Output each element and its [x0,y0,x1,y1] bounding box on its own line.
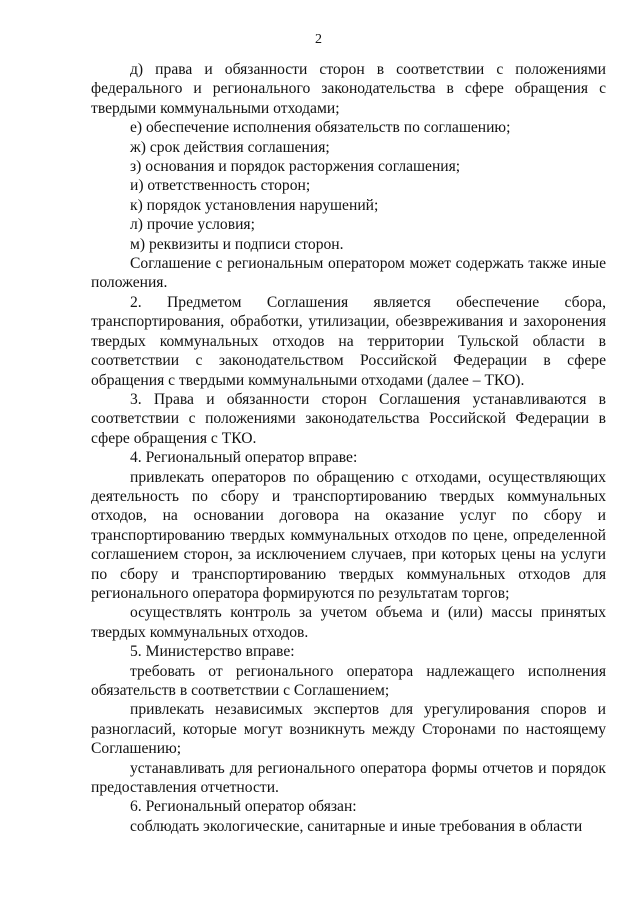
paragraph-ministry-right-3: устанавливать для регионального оператора формы отчетов и порядок предоставления отчетности. [91,759,606,797]
paragraph-other-provisions: Соглашение с региональным оператором может содержать также иные положения. [91,255,606,292]
paragraph-ministry-right-1: требовать от регионального оператора надлежащего исполнения обязательств в соответствии с Соглашением; [91,662,606,699]
paragraph-operator-right-2: осуществлять контроль за учетом объема и (или) массы принятых твердых коммунальных отходов. [91,604,606,641]
page-number: 2 [315,32,322,47]
paragraph-section-4-heading: 4. Региональный оператор вправе: [130,449,358,467]
paragraph-section-2: 2. Предметом Соглашения является обеспечение сбора, транспортирования, обработки, утилизации, обезвреживания и захоронения твердых коммунальных отходов на территории Тульской области в соответствии с законодательством Российской Федерации в сфере обращения с твердыми коммунальными отходами (далее – ТКО). [91,293,606,389]
paragraph-operator-right-1: привлекать операторов по обращению с отходами, осуществляющих деятельность по сбору и транспортированию твердых коммунальных отходов, на основании договора на оказание услуг по сбору и транспортированию твердых коммунальных отходов по цене, определенной соглашением сторон, за исключением случаев, при которых цены на услуги по сбору и транспортированию твердых коммунальных отходов для регионального оператора формируются по результатам торгов; [91,468,606,602]
paragraph-liability: и) ответственность сторон; [130,177,311,195]
paragraph-termination: з) основания и порядок расторжения соглашения; [130,158,461,176]
paragraph-other-terms: л) прочие условия; [130,216,255,234]
paragraph-rights-obligations: д) права и обязанности сторон в соответствии с положениями федерального и регионального законодательства в сфере обращения с твердыми коммунальными отходами; [91,61,606,117]
document-body [91,60,606,836]
paragraph-requisites: м) реквизиты и подписи сторон. [130,235,344,253]
paragraph-section-5-heading: 5. Министерство вправе: [130,643,295,661]
paragraph-section-6-heading: 6. Региональный оператор обязан: [130,798,357,816]
paragraph-ministry-right-2: привлекать независимых экспертов для урегулирования споров и разногласий, которые могут возникнуть между Сторонами по настоящему Соглашению; [91,701,606,758]
paragraph-term: ж) срок действия соглашения; [130,138,330,156]
paragraph-obligations-security: е) обеспечение исполнения обязательств по соглашению; [130,119,511,137]
paragraph-violations: к) порядок установления нарушений; [130,196,379,214]
paragraph-section-3: 3. Права и обязанности сторон Соглашения устанавливаются в соответствии с положениями законодательства Российской Федерации в сфере обращения с ТКО. [91,390,606,447]
paragraph-operator-duty-1: соблюдать экологические, санитарные и иные требования в области [130,817,583,835]
